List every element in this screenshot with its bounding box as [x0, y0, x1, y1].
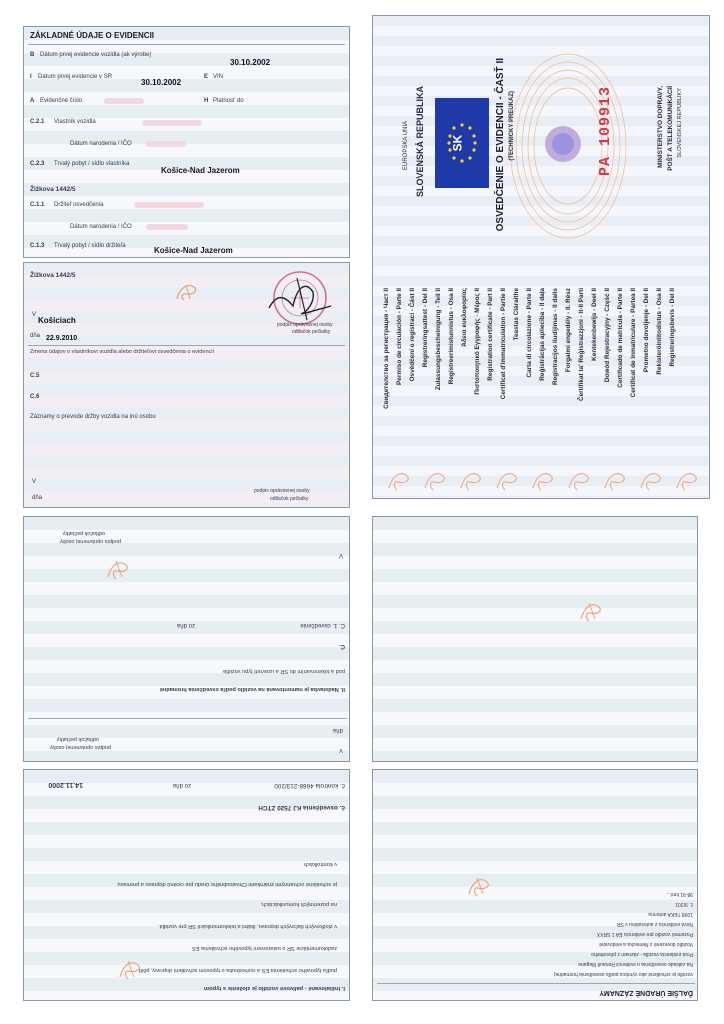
code-h: H	[204, 98, 209, 104]
watermark-logo-icon	[465, 874, 493, 898]
code-c5: C.5	[30, 373, 40, 379]
code-c11: C.1.1	[30, 202, 45, 208]
lang-7: Πιστοποιητικό Εγγραφής - Μέρος II	[474, 288, 481, 395]
p4-zo-dna: zo dňa	[176, 622, 195, 628]
bottom-sign-1: podpis oprávnenej osoby	[254, 488, 310, 494]
p6-line-3: na pozemných komunikáciách,	[260, 901, 337, 907]
p4-superstructure: II. Nadstavba je namontovaná na vozidlo podľa osvedčenia hromadné	[159, 686, 345, 692]
place-prefix: V	[32, 312, 37, 318]
lang-6: Άδεια κυκλοφορίας	[461, 288, 468, 347]
p4-sign-3: podpis oprávnenej osoby	[59, 538, 121, 544]
record-line-7: č. 9/201	[675, 901, 693, 907]
label-owner-address: Trvalý pobyt / sídlo vlastníka	[54, 161, 130, 167]
eu-flag	[435, 98, 489, 188]
record-line-6: 1098 TEKA antenna	[648, 911, 693, 917]
label-first-registration: Dátum prvej evidencie vozidla (ak výrobe)	[40, 52, 152, 58]
value-holder-city: Košice-Nad Jazerom	[154, 246, 233, 255]
label-holder: Držiteľ osvedčenia	[54, 202, 104, 208]
lang-13: Registracijos liudijimas - II dalis	[552, 288, 559, 385]
records-panel	[372, 769, 698, 1001]
record-line-4: Pozemné vozidlo pre evidenciu EA 1 SRXX	[596, 931, 693, 937]
label-reg-number: Evidenčné číslo	[40, 98, 83, 104]
code-b: B	[30, 52, 35, 58]
lang-1: Permiso de circulación - Parte II	[396, 288, 403, 385]
lang-16: Kentekenbewijs - Deel II	[591, 288, 598, 361]
p6-zo-dna: zo dňa	[172, 782, 191, 788]
label-vin: VIN	[213, 74, 224, 80]
lang-0: Свидетелство за регистрация - Част II	[383, 288, 390, 409]
record-line-8: 98-91 km/...	[666, 891, 693, 897]
eu-label: EURÓPSKA ÚNIA	[403, 121, 409, 171]
sign-caption-2: odtlačok pečiatky	[292, 329, 331, 335]
lang-12: Reģistrācijas apliecība - II daļa	[539, 288, 546, 381]
lang-11: Carta di circolazione - Parte II	[526, 288, 533, 378]
p4-sign-4: odtlačok pečiatky	[62, 530, 105, 536]
label-valid-until: Platnosť do	[213, 98, 244, 104]
lang-4: Zulassungsbescheinigung - Teil II	[435, 288, 442, 391]
label-owner-birth: Dátum narodenia / IČO	[70, 141, 132, 147]
record-line-3: Vozidlo dovezené z Nemecka a evidované	[599, 941, 693, 947]
watermark-logo-icon	[116, 957, 144, 981]
p6-line-4: v zložkových tlačových dopravu, štátni a telekomunikácií SR pre vozidlá	[159, 923, 337, 929]
record-line-1: Na základe osvedčenia o evidencii Renault Megane	[578, 961, 693, 967]
p6-control: č. kontrola 4668-213/200	[274, 782, 345, 789]
basic-data-panel	[23, 26, 350, 258]
p4-cert: C. 1. osvedčenie	[300, 622, 345, 628]
document-subtitle: (TECHNICKÝ PREUKAZ)	[509, 91, 515, 161]
bottom-sign-2: odtlačok pečiatky	[270, 496, 309, 502]
serial-number: PA 109913	[597, 86, 614, 177]
lang-19: Certificat de înmatriculare - Partea II	[630, 288, 637, 398]
p4-v2: V	[338, 552, 343, 558]
code-i: I	[30, 74, 32, 80]
value-first-registration: 30.10.2002	[230, 58, 271, 67]
lang-8: Registration certificate - Part II	[487, 288, 494, 381]
label-holder-birth: Dátum narodenia / IČO	[70, 224, 132, 230]
p6-line-6: podľa typového schválenia ES a rozhodnutia o typovom schválení dopravy, pôšt	[138, 967, 337, 973]
lang-10: Teastas Cláraithe	[513, 288, 520, 341]
blank-page-panel	[372, 516, 698, 762]
lang-20: Prometno dovoljenje - Del II	[643, 288, 650, 373]
ministry-line-1: MINISTERSTVO DOPRAVY,	[657, 86, 664, 168]
p4-v: V	[338, 747, 343, 753]
p6-line-2: je schválené ochrannými známkami Chvaloubného úradu pre cestnú dopravu a premavu	[117, 881, 337, 887]
watermark-logo-icon	[174, 281, 200, 303]
label-first-registration-sr: Dátum prvej evidencie v SR	[38, 74, 113, 80]
lang-21: Rekisteröintitodistus - Osa II	[656, 288, 663, 375]
value-first-registration-sr: 30.10.2002	[141, 78, 182, 87]
date-value: 22.9.2010	[46, 335, 78, 342]
lang-5: Registreerimistunnistus - Osa II	[448, 288, 455, 385]
lang-22: Registreringsbevis - Del II	[669, 288, 676, 367]
ministry-line-3: SLOVENSKEJ REPUBLIKY	[677, 88, 683, 158]
lang-18: Certificado de matrícula - Parte II	[617, 288, 624, 388]
owner-change-panel	[23, 262, 350, 508]
record-line-2: Prvá evidencia vozidla - záznam z pôvodného	[591, 951, 693, 957]
change-header: Zmena údajov o vlastníkovi vozidla alebo držiteľovi osvedčenia o evidencii	[30, 349, 214, 355]
lang-3: Registreringsattest - Del II	[422, 288, 429, 368]
place-value: Košiciach	[38, 316, 76, 325]
p4-c: C.	[339, 643, 345, 649]
code-c13: C.1.3	[30, 243, 45, 249]
label-owner: Vlastník vozidla	[54, 119, 96, 125]
lang-9: Certificat d'immatriculation - Partie II	[500, 288, 507, 400]
watermark-logo-icon	[577, 599, 605, 623]
p6-cert: č. osvedčenia KJ 7520 ZTCH	[258, 804, 345, 811]
homologation-panel	[23, 769, 350, 1001]
country-label: SLOVENSKÁ REPUBLIKA	[415, 86, 425, 198]
record-line-5: Nová evidencia z autosalónu v SR	[616, 921, 693, 927]
p6-line-5: zadokumentácie SR o ustanovení typového schválenia ES	[192, 945, 337, 951]
p4-sign-1: podpis oprávnenej osoby	[49, 744, 111, 750]
guilloche-rosette-icon	[503, 36, 653, 266]
watermark-row	[385, 468, 705, 494]
superstructure-panel	[23, 516, 350, 762]
basic-data-header: ZÁKLADNÉ ÚDAJE O EVIDENCII	[30, 31, 155, 40]
street-address: Žižkova 1442/5	[30, 272, 76, 279]
p4-sign-2: odtlačok pečiatky	[56, 736, 99, 742]
p4-homologation: pod a tokenovaním do SR a uzavretí typu vozidla	[223, 668, 345, 674]
cover-panel	[372, 15, 710, 499]
country-code: SK	[450, 134, 465, 152]
label-holder-address: Trvalý pobyt / sídlo držiteľa	[54, 243, 126, 249]
watermark-logo-icon	[104, 557, 132, 581]
sign-caption-1: podpis oprávnenej osoby	[277, 322, 333, 328]
bottom-dna: dňa	[32, 495, 43, 501]
bottom-v: V	[32, 479, 37, 485]
lang-17: Dowód Rejestracyjny - Część II	[604, 288, 611, 383]
code-a: A	[30, 98, 35, 104]
records-header: ĎALŠIE ÚRADNÉ ZÁZNAMY	[599, 989, 693, 996]
lang-15: Čertifikat ta' Reġistrazzjoni - It-II Parti	[578, 288, 585, 402]
code-c21: C.2.1	[30, 119, 45, 125]
code-e: E	[204, 74, 209, 80]
code-c23: C.2.3	[30, 161, 45, 167]
date-prefix: dňa	[30, 333, 41, 339]
transfer-label: Záznamy o prevode držby vozidla na inú osobu	[30, 414, 156, 420]
p6-line-1: v kontrolkách	[304, 861, 337, 867]
p6-installed: I. Inštalované - palivové vozidlo je zloženie s typom	[203, 985, 345, 991]
owner-street: Žižkova 1442/5	[30, 186, 76, 193]
document-title: OSVEDČENIE O EVIDENCII - ČASŤ II	[495, 58, 506, 232]
code-c6: C.6	[30, 394, 40, 400]
p6-date: 14.11.2000	[48, 781, 83, 788]
lang-2: Osvědčení o registraci - Část II	[409, 288, 416, 382]
value-owner-city: Košice-Nad Jazerom	[161, 166, 240, 175]
record-line-0: vozidlo je schválené ako výrobca podľa osvedčenia hromadnej	[554, 971, 693, 977]
ministry-line-2: POŠT A TELEKOMUNIKÁCIÍ	[667, 86, 674, 171]
lang-14: Forgalmi engedély - II. Rész	[565, 288, 572, 373]
p4-dna: dňa	[332, 727, 343, 733]
